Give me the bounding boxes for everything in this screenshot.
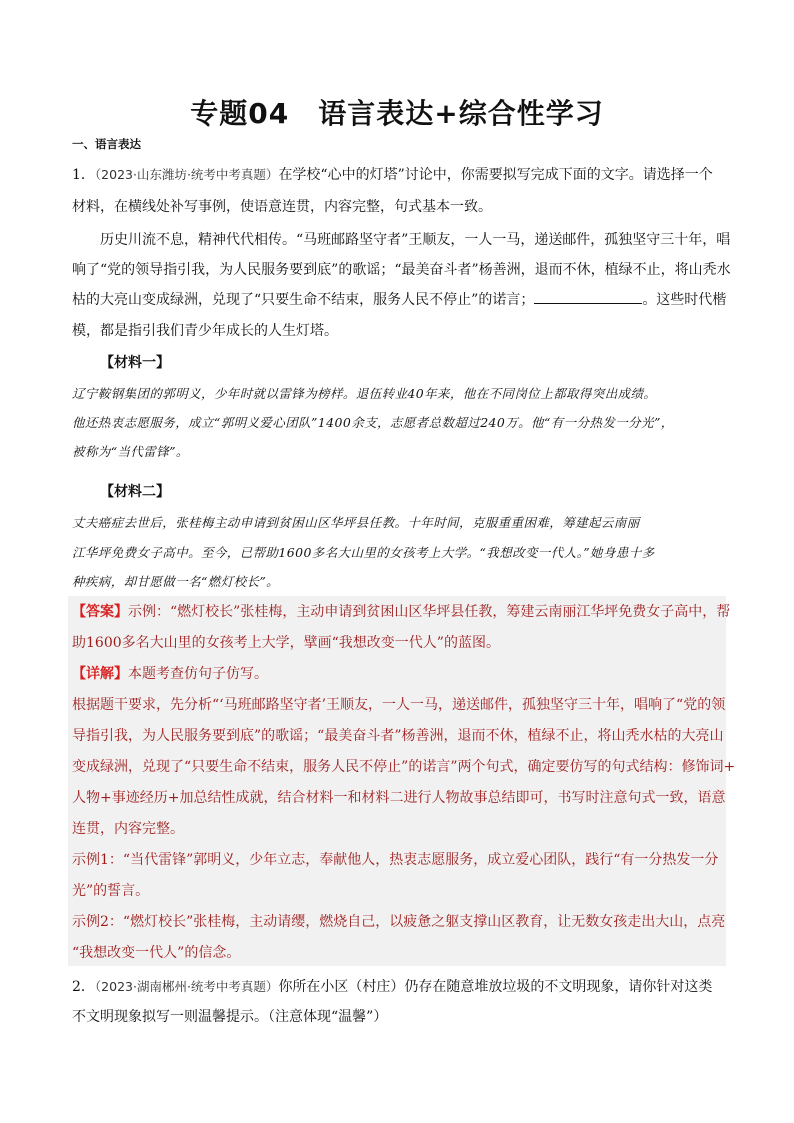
answer-text: 示例：“燃灯校长”张桂梅，主动申请到贫困山区华坪县任教，筹建云南丽江华坪免费女子高中，帮 bbox=[128, 604, 731, 620]
q1-number: 1． bbox=[72, 167, 95, 183]
material-two-line3: 种疾病，却甘愿做一名“燃灯校长”。 bbox=[72, 574, 280, 589]
q1-passage-line4: 模，都是指引我们青少年成长的人生灯塔。 bbox=[72, 323, 338, 339]
detail-line6: 连贯，内容完整。 bbox=[72, 821, 184, 837]
q2-number: 2． bbox=[72, 979, 95, 995]
detail-tag: 【详解】 bbox=[72, 666, 128, 682]
q1-stem-line1 bbox=[72, 164, 713, 184]
material-two-line1: 丈夫癌症去世后，张桂梅主动申请到贫困山区华坪县任教。十年时间，克服重重困难，筹建起云南丽 bbox=[72, 515, 640, 530]
q2-stem-line1 bbox=[72, 976, 712, 996]
q1-stem-line2: 材料，在横线处补写事例，使语意连贯，内容完整，句式基本一致。 bbox=[72, 199, 492, 215]
material-one-heading: 【材料一】 bbox=[100, 355, 170, 371]
material-one-line1: 辽宁鞍钢集团的郭明义，少年时就以雷锋为榜样。退伍转业40年来，他在不同岗位上都取得突出成绩。 bbox=[72, 386, 657, 401]
q2-stem: 你所在小区（村庄）仍存在随意堆放垃圾的不文明现象，请你针对这类 bbox=[278, 979, 713, 995]
material-one-line3: 被称为“当代雷锋”。 bbox=[72, 444, 189, 459]
detail-line1 bbox=[72, 663, 268, 683]
q1-passage-text: 枯的大亮山变成绿洲，兑现了“只要生命不结束，服务人民不停止”的诺言； bbox=[72, 292, 535, 308]
detail-line5: 人物+事迹经历+加总结性成就，结合材料一和材料二进行人物故事总结即可，书写时注意句式一致，语意 bbox=[72, 790, 726, 806]
material-two-line2: 江华坪免费女子高中。至今，已帮助1600多名大山里的女孩考上大学。“我想改变一代人。”她身患十多 bbox=[72, 545, 655, 560]
example2-line1: 示例2：“燃灯校长”张桂梅，主动请缨，燃烧自己，以疲惫之躯支撑山区教育，让无数女孩走出大山，点亮 bbox=[72, 914, 726, 930]
answer-line1 bbox=[72, 601, 730, 621]
q1-passage-line3 bbox=[72, 289, 726, 309]
detail-line4: 变成绿洲，兑现了“只要生命不结束，服务人民不停止”的诺言”两个句式，确定要仿写的句式结构：修饰词+ bbox=[72, 759, 736, 775]
detail-line2: 根据题干要求，先分析“‘马班邮路坚守者’王顺友，一人一马，递送邮件，孤独坚守三十年，唱响了“党的领 bbox=[72, 697, 726, 713]
answer-tag: 【答案】 bbox=[72, 604, 128, 620]
material-one-line2: 他还热衷志愿服务，成立“郭明义爱心团队”1400余支，志愿者总数超过240万。他“有一分热发一分光”， bbox=[72, 415, 674, 430]
q1-passage-text-end: 。这些时代楷 bbox=[642, 292, 727, 308]
example1-line1: 示例1：“当代雷锋”郭明义，少年立志，奉献他人，热衷志愿服务，成立爱心团队，践行“有一分热发一分 bbox=[72, 852, 719, 868]
example2-line2: “我想改变一代人”的信念。 bbox=[72, 945, 241, 961]
example1-line2: 光”的誓言。 bbox=[72, 883, 150, 899]
q1-passage-line2: 响了“党的领导指引我，为人民服务要到底”的歌谣；“最美奋斗者”杨善洲，退而不休，植绿不止，将山秃水 bbox=[72, 262, 731, 278]
section-heading: 一、语言表达 bbox=[72, 137, 141, 151]
material-two-heading: 【材料二】 bbox=[100, 484, 170, 500]
page-title: 专题04 语言表达+综合性学习 bbox=[190, 97, 604, 130]
q1-source: （2023·山东潍坊·统考中考真题） bbox=[94, 167, 279, 182]
answer-blank[interactable] bbox=[534, 290, 642, 304]
answer-line2: 助1600多名大山里的女孩考上大学，擘画“我想改变一代人”的蓝图。 bbox=[72, 635, 500, 651]
q1-passage-line1: 历史川流不息，精神代代相传。“马班邮路坚守者”王顺友，一人一马，递送邮件，孤独坚守三十年，唱 bbox=[100, 232, 731, 248]
detail-line3: 导指引我，为人民服务要到底”的歌谣；“最美奋斗者”杨善洲，退而不休，植绿不止，将山秃水枯的大亮山 bbox=[72, 728, 724, 744]
q1-stem: 在学校“心中的灯塔”讨论中，你需要拟写完成下面的文字。请选择一个 bbox=[278, 167, 713, 183]
q2-source: （2023·湖南郴州·统考中考真题） bbox=[94, 979, 279, 994]
q2-stem-line2: 不文明现象拟写一则温馨提示。（注意体现“温馨”） bbox=[72, 1009, 388, 1025]
detail-text: 本题考查仿句子仿写。 bbox=[128, 666, 268, 682]
